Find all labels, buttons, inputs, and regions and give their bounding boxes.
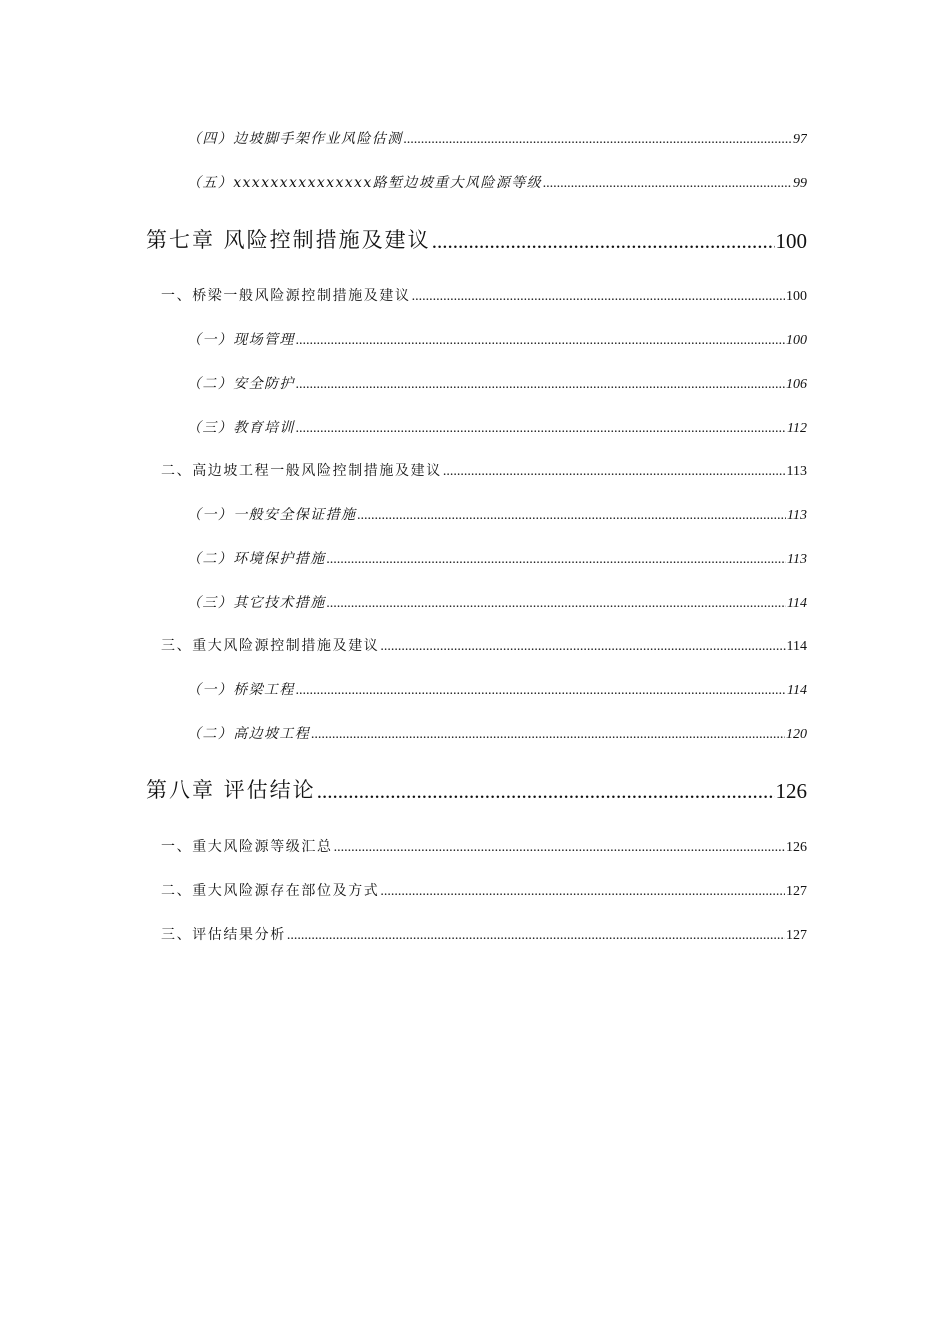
toc-entry[interactable]: [187, 415, 807, 437]
toc-chapter-page: 100: [775, 229, 807, 253]
toc-entry-page: 106: [786, 377, 807, 392]
toc-section-page: 100: [786, 289, 807, 304]
toc-entry-label: （五）xxxxxxxxxxxxxxx路堑边坡重大风险源等级: [187, 175, 543, 191]
toc-section-label: 三、重大风险源控制措施及建议: [161, 638, 380, 654]
toc-dot-leader: [327, 552, 786, 568]
toc-entry-page: 113: [787, 552, 807, 567]
toc-dot-leader: [296, 421, 786, 437]
toc-chapter-entry[interactable]: [146, 222, 807, 254]
toc-entry-label: （四）边坡脚手架作业风险估测: [187, 131, 403, 147]
toc-dot-leader: [317, 779, 775, 804]
toc-dot-leader: [296, 683, 786, 699]
toc-entry-page: 120: [786, 727, 807, 742]
toc-entry[interactable]: [187, 502, 807, 524]
toc-entry-label: （二）环境保护措施: [187, 551, 326, 567]
toc-chapter-page: 126: [775, 779, 807, 803]
toc-dot-leader: [543, 176, 792, 192]
toc-entry-label: （三）其它技术措施: [187, 595, 326, 611]
toc-entry-label: （三）教育培训: [187, 420, 295, 436]
toc-chapter-label: 第八章 评估结论: [146, 778, 316, 802]
toc-section-page: 114: [786, 639, 807, 654]
toc-section-label: 一、桥梁一般风险源控制措施及建议: [161, 288, 411, 304]
toc-entry-label: （二）高边坡工程: [187, 726, 311, 742]
toc-entry-page: 114: [787, 683, 807, 698]
toc-dot-leader: [443, 464, 786, 480]
toc-entry[interactable]: [187, 170, 807, 192]
toc-dot-leader: [296, 377, 785, 393]
toc-entry-label: （一）现场管理: [187, 332, 295, 348]
toc-entry[interactable]: [187, 721, 807, 743]
toc-section-page: 127: [786, 884, 807, 899]
toc-dot-leader: [404, 132, 792, 148]
toc-entry-label: （一）桥梁工程: [187, 682, 295, 698]
toc-dot-leader: [334, 840, 785, 856]
toc-dot-leader: [412, 289, 785, 305]
toc-entry[interactable]: [187, 677, 807, 699]
toc-entry[interactable]: [187, 327, 807, 349]
toc-entry-page: 100: [786, 333, 807, 348]
toc-chapter-label: 第七章 风险控制措施及建议: [146, 228, 431, 252]
toc-section-label: 一、重大风险源等级汇总: [161, 839, 333, 855]
toc-section-label: 三、评估结果分析: [161, 927, 286, 943]
toc-entry[interactable]: [187, 546, 807, 568]
toc-section-page: 127: [786, 928, 807, 943]
toc-entry-page: 99: [793, 176, 807, 191]
toc-section-label: 二、重大风险源存在部位及方式: [161, 883, 380, 899]
toc-entry-page: 112: [787, 421, 807, 436]
toc-section-entry[interactable]: [161, 878, 807, 900]
toc-section-entry[interactable]: [161, 633, 807, 655]
toc-dot-leader: [432, 229, 775, 254]
toc-section-entry[interactable]: [161, 922, 807, 944]
toc-entry-page: 114: [787, 596, 807, 611]
toc-dot-leader: [287, 928, 785, 944]
toc-dot-leader: [296, 333, 785, 349]
toc-dot-leader: [327, 596, 786, 612]
toc-entry-label: （一）一般安全保证措施: [187, 507, 357, 523]
toc-chapter-entry[interactable]: [146, 772, 807, 804]
toc-section-page: 126: [786, 840, 807, 855]
toc-section-entry[interactable]: [161, 834, 807, 856]
toc-entry[interactable]: [187, 590, 807, 612]
toc-section-entry[interactable]: [161, 283, 807, 305]
toc-dot-leader: [380, 639, 785, 655]
toc-entry-page: 113: [787, 508, 807, 523]
toc-dot-leader: [311, 727, 785, 743]
toc-dot-leader: [357, 508, 786, 524]
toc-section-page: 113: [786, 464, 807, 479]
toc-entry[interactable]: [187, 371, 807, 393]
toc-entry-label: （二）安全防护: [187, 376, 295, 392]
toc-section-label: 二、高边坡工程一般风险控制措施及建议: [161, 463, 442, 479]
toc-entry[interactable]: [187, 126, 807, 148]
toc-entry-page: 97: [793, 132, 807, 147]
toc-dot-leader: [380, 884, 785, 900]
toc-section-entry[interactable]: [161, 458, 807, 480]
